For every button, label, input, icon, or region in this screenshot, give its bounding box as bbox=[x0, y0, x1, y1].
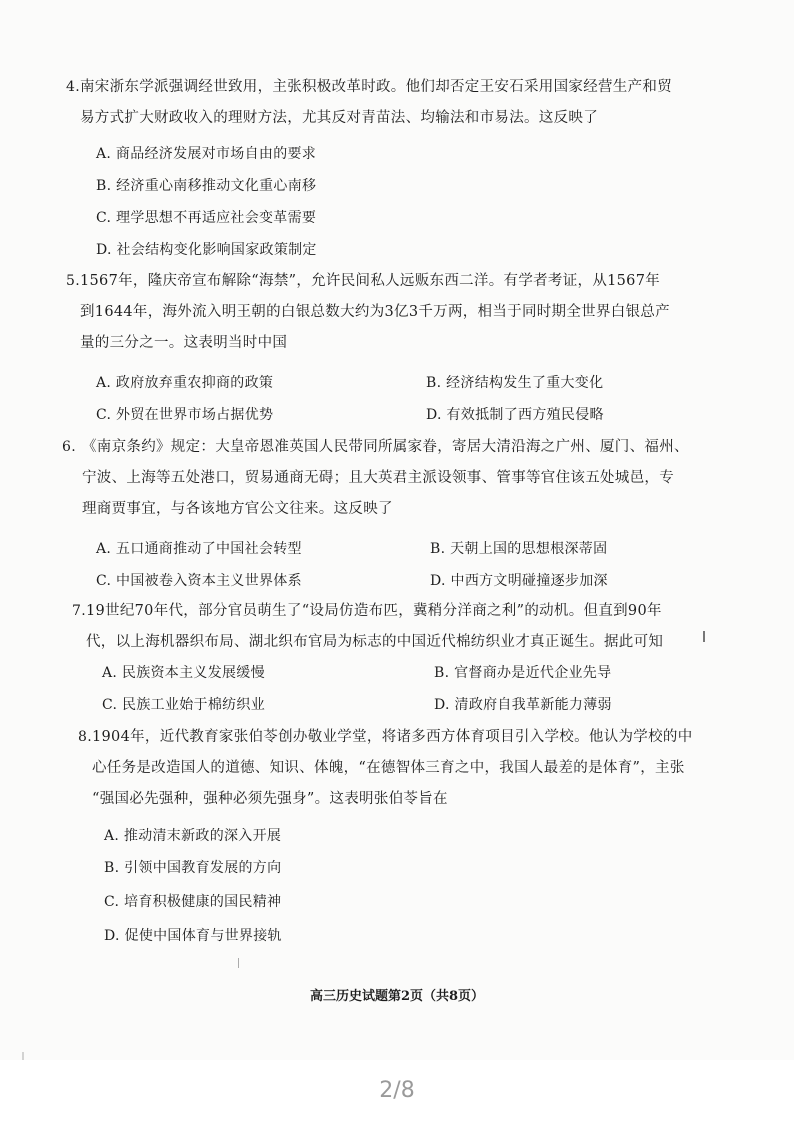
question-number: 7. bbox=[72, 603, 86, 619]
question-8-option-b: B. 引领中国教育发展的方向 bbox=[104, 860, 282, 876]
question-7-option-b: B. 官督商办是近代企业先导 bbox=[434, 665, 612, 681]
question-line: 到1644年，海外流入明王朝的白银总数大约为3亿3千万两，相当于同时期全世界白银总产 bbox=[80, 304, 670, 320]
question-4-option-d: D. 社会结构变化影响国家政策制定 bbox=[96, 242, 317, 258]
question-line: 《南京条约》规定：大皇帝恩准英国人民带同所属家眷，寄居大清沿海之广州、厦门、福州、 bbox=[82, 439, 689, 455]
question-line: 南宋浙东学派强调经世致用，主张积极改革时政。他们却否定王安石采用国家经营生产和贸 bbox=[80, 79, 672, 95]
question-line: 理商贾事宜，与各该地方官公文往来。这反映了 bbox=[82, 501, 393, 517]
question-line: 量的三分之一。这表明当时中国 bbox=[80, 335, 288, 351]
question-number: 8. bbox=[78, 729, 92, 745]
question-4-stem bbox=[66, 72, 720, 134]
question-line: “强国必先强种，强种必须先强身”。这表明张伯苓旨在 bbox=[92, 791, 448, 807]
question-8-option-a: A. 推动清末新政的深入开展 bbox=[104, 828, 282, 844]
question-8-stem bbox=[78, 722, 732, 815]
question-line: 代，以上海机器织布局、湖北织布官局为标志的中国近代棉纺织业才真正诞生。据此可知 bbox=[86, 634, 664, 650]
question-line: 19世纪70年代，部分官员萌生了“设局仿造布匹，冀稍分洋商之利”的动机。但直到90年 bbox=[86, 603, 662, 619]
question-8-option-c: C. 培育积极健康的国民精神 bbox=[104, 894, 282, 910]
scan-mark bbox=[238, 958, 239, 968]
question-line: 1904年，近代教育家张伯苓创办敬业学堂，将诸多西方体育项目引入学校。他认为学校的中 bbox=[92, 729, 693, 745]
question-line: 易方式扩大财政收入的理财方法，尤其反对青苗法、均输法和市易法。这反映了 bbox=[80, 110, 598, 126]
page-indicator: 2/8 bbox=[379, 1078, 415, 1103]
question-7-stem bbox=[72, 596, 726, 658]
question-6-option-b: B. 天朝上国的思想根深蒂固 bbox=[430, 541, 608, 557]
question-5-option-c: C. 外贸在世界市场占据优势 bbox=[96, 407, 274, 423]
question-5-stem bbox=[66, 266, 720, 359]
question-4-option-a: A. 商品经济发展对市场自由的要求 bbox=[96, 146, 317, 162]
question-6-option-d: D. 中西方文明碰撞逐步加深 bbox=[430, 573, 608, 589]
question-4-option-b: B. 经济重心南移推动文化重心南移 bbox=[96, 178, 317, 194]
question-number: 4. bbox=[66, 79, 80, 95]
question-8-option-d: D. 促使中国体育与世界接轨 bbox=[104, 928, 282, 944]
question-5-option-d: D. 有效抵制了西方殖民侵略 bbox=[426, 407, 604, 423]
question-line: 宁波、上海等五处港口，贸易通商无碍；且大英君主派设领事、管事等官住该五处城邑，专 bbox=[82, 470, 674, 486]
question-7-option-a: A. 民族资本主义发展缓慢 bbox=[102, 665, 265, 681]
question-number: 6. bbox=[62, 439, 76, 455]
question-number: 5. bbox=[66, 273, 80, 289]
question-4-option-c: C. 理学思想不再适应社会变革需要 bbox=[96, 210, 317, 226]
page-footer: 高三历史试题第2页（共8页） bbox=[309, 989, 485, 1004]
scan-mark bbox=[703, 631, 705, 642]
question-7-option-c: C. 民族工业始于棉纺织业 bbox=[102, 697, 266, 713]
scan-mark bbox=[22, 1052, 24, 1060]
question-line: 心任务是改造国人的道德、知识、体魄，“在德智体三育之中，我国人最差的是体育”，主张 bbox=[92, 760, 685, 776]
question-6-stem bbox=[62, 432, 722, 525]
question-5-option-a: A. 政府放弃重农抑商的政策 bbox=[96, 375, 274, 391]
question-6-option-a: A. 五口通商推动了中国社会转型 bbox=[96, 541, 302, 557]
question-5-option-b: B. 经济结构发生了重大变化 bbox=[426, 375, 604, 391]
question-7-option-d: D. 清政府自我革新能力薄弱 bbox=[434, 697, 612, 713]
question-line: 1567年，隆庆帝宣布解除“海禁”，允许民间私人远贩东西二洋。有学者考证，从1567年 bbox=[80, 273, 661, 289]
question-6-option-c: C. 中国被卷入资本主义世界体系 bbox=[96, 573, 302, 589]
